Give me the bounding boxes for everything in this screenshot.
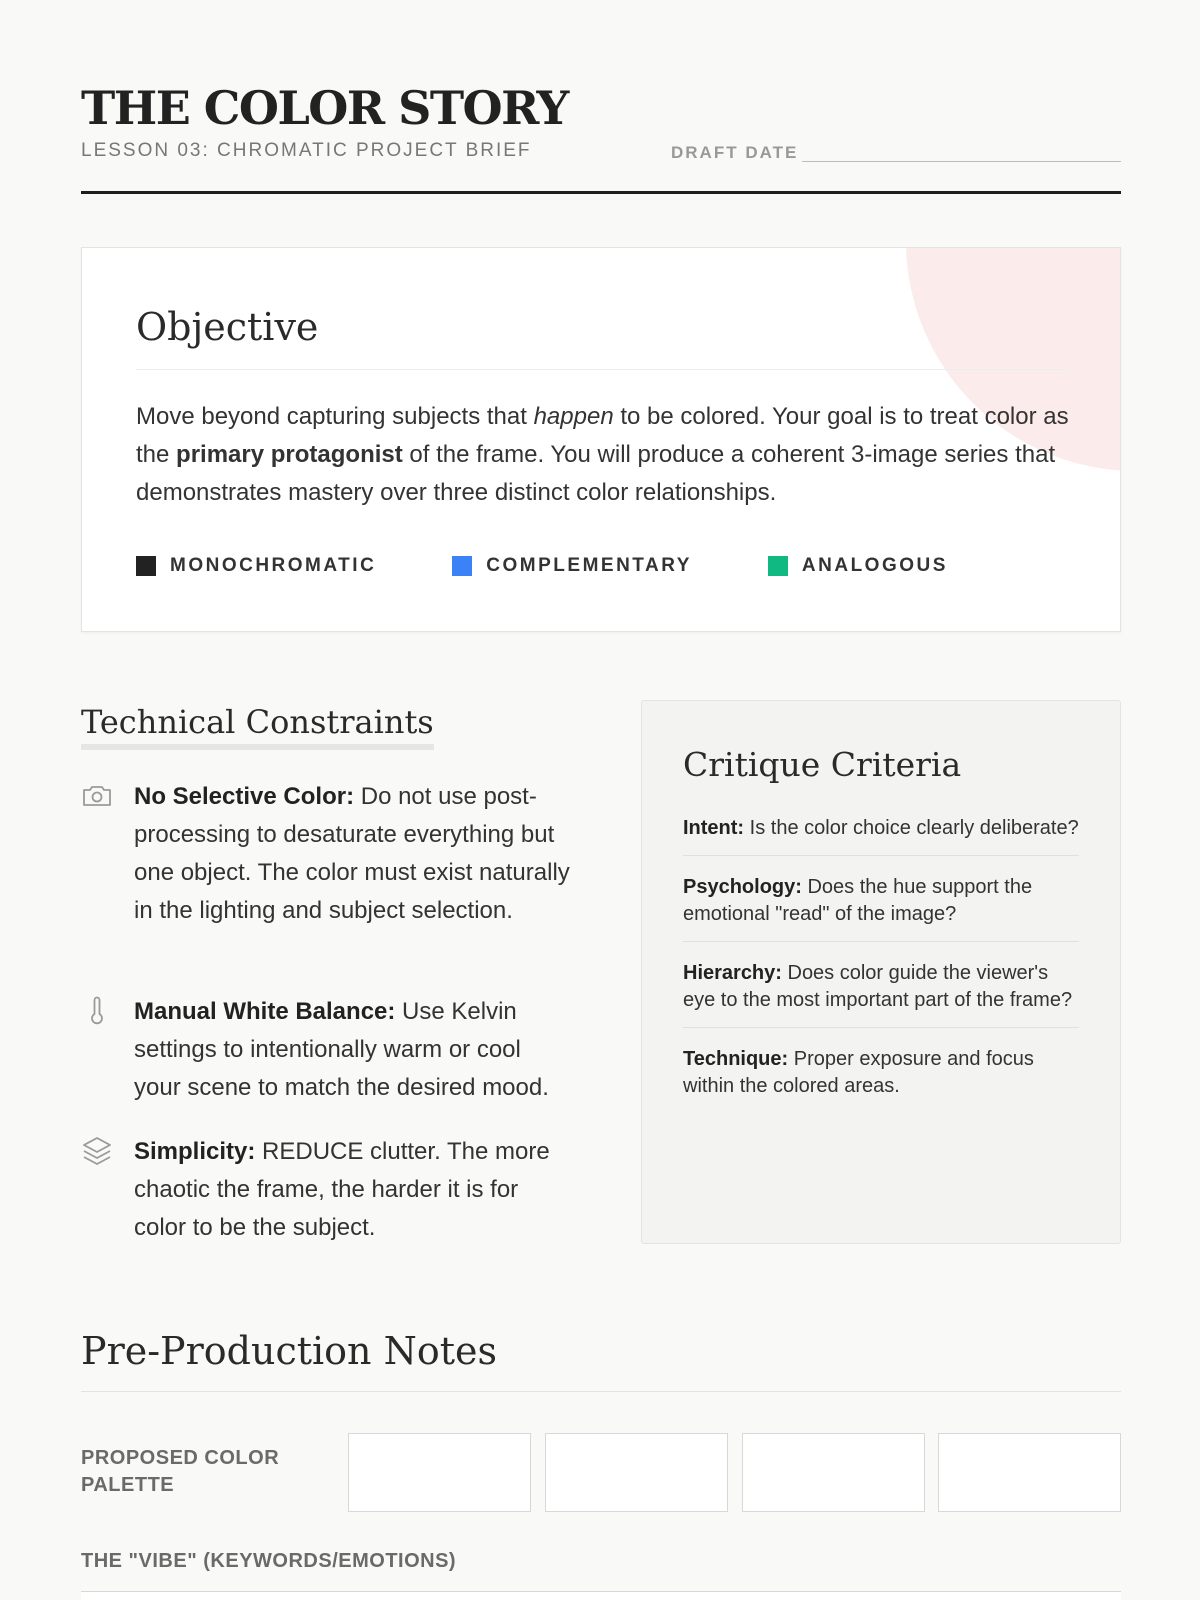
swatch-analogous [768, 555, 948, 577]
thermometer-icon [81, 995, 113, 1027]
technical-title: Technical Constraints [81, 700, 434, 750]
criteria-item: Psychology: Does the hue support the emotional "read" of the image? [683, 870, 1079, 942]
objective-text: Move beyond capturing subjects that happen to be colored. Your goal is to treat color as the primary protagonist of the frame. You will produce a coherent 3-image series that demonstrates mastery over three distinct color relationships. [136, 403, 1069, 506]
constraint-text: Do not use post-processing to desaturate everything but one object. The color must exist naturally in the lighting and subject selection. [134, 783, 570, 924]
swatch-label: COMPLEMENTARY [486, 555, 692, 576]
swatch-square [768, 556, 788, 576]
technical-constraints [81, 700, 601, 750]
brief-header [81, 80, 1121, 194]
project-brief-page [81, 0, 1121, 1600]
draft-date-label: DRAFT DATE [671, 143, 799, 162]
swatch-square [136, 556, 156, 576]
swatch-square [452, 556, 472, 576]
swatch-complementary [452, 555, 692, 577]
constraint-text: REDUCE clutter. The more chaotic the frame, the harder it is for color to be the subject. [134, 1138, 550, 1241]
palette-swatch-field[interactable] [742, 1433, 925, 1512]
draft-date-field[interactable] [802, 161, 1121, 162]
palette-swatch-field[interactable] [348, 1433, 531, 1512]
vibe-input[interactable] [81, 1591, 1121, 1600]
constraint-heading: Manual White Balance: [134, 998, 396, 1025]
emphasis-protagonist: primary protagonist [176, 441, 403, 468]
swatch-monochromatic [136, 555, 376, 577]
objective-card [81, 247, 1121, 632]
critique-criteria-panel [641, 700, 1121, 1244]
divider [136, 369, 1068, 370]
criteria-list [683, 811, 1079, 1127]
lesson-subtitle: LESSON 03: CHROMATIC PROJECT BRIEF [81, 140, 532, 161]
camera-icon [81, 780, 113, 812]
swatch-label: MONOCHROMATIC [170, 555, 377, 576]
criteria-item: Technique: Proper exposure and focus within the colored areas. [683, 1048, 1034, 1097]
color-relationship-list [136, 555, 1024, 577]
layers-icon [81, 1135, 113, 1167]
emphasis-happen: happen [533, 403, 614, 430]
criteria-item: Intent: Is the color choice clearly deliberate? [683, 811, 1079, 856]
criteria-item: Hierarchy: Does color guide the viewer's eye to the most important part of the frame? [683, 956, 1079, 1028]
palette-swatch-field[interactable] [938, 1433, 1121, 1512]
vibe-label: THE "VIBE" (KEYWORDS/EMOTIONS) [81, 1550, 457, 1572]
objective-title: Objective [136, 305, 319, 349]
divider [81, 1391, 1121, 1392]
palette-swatch-field[interactable] [545, 1433, 728, 1512]
palette-label: PROPOSED COLOR PALETTE [81, 1447, 280, 1496]
preproduction-title: Pre-Production Notes [81, 1329, 497, 1373]
constraint-text: Use Kelvin settings to intentionally warm or cool your scene to match the desired mood. [134, 998, 549, 1101]
constraint-heading: Simplicity: [134, 1138, 256, 1165]
page-title: THE COLOR STORY [81, 81, 568, 135]
constraint-heading: No Selective Color: [134, 783, 355, 810]
swatch-label: ANALOGOUS [801, 555, 948, 576]
critique-title: Critique Criteria [683, 745, 962, 784]
